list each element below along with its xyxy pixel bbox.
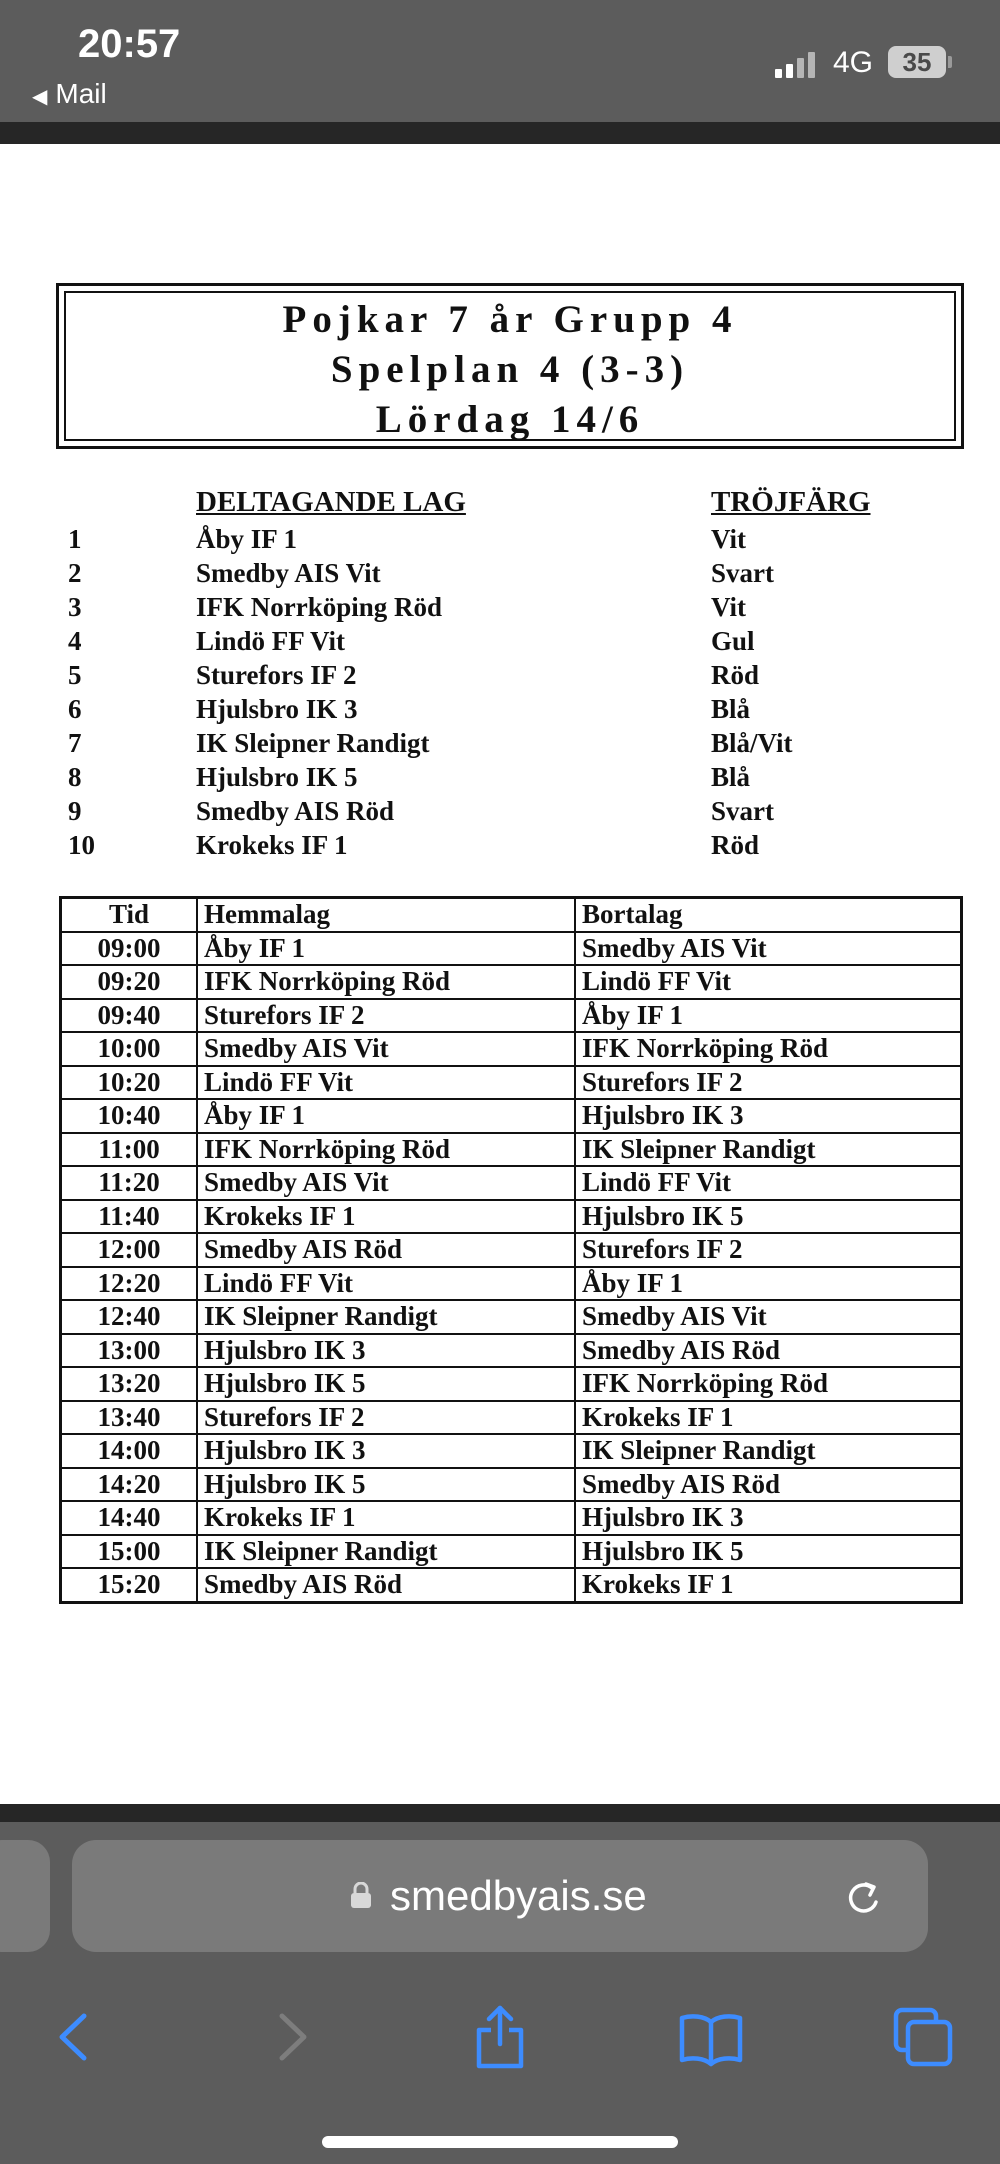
bookmarks-icon[interactable] <box>676 2002 746 2072</box>
away-team: IK Sleipner Randigt <box>575 1434 962 1468</box>
team-row <box>0 830 1000 864</box>
match-time: 12:00 <box>61 1233 198 1267</box>
home-team: Krokeks IF 1 <box>197 1501 575 1535</box>
team-name: Hjulsbro IK 5 <box>196 762 358 792</box>
schedule-header-row <box>61 898 962 932</box>
title-box <box>56 283 964 449</box>
away-team: Smedby AIS Röd <box>575 1334 962 1368</box>
title-inner-frame <box>64 291 956 441</box>
title-line-date: Lördag 14/6 <box>375 398 645 441</box>
team-name: Hjulsbro IK 3 <box>196 694 358 724</box>
match-row <box>61 1535 962 1569</box>
match-row <box>61 1032 962 1066</box>
home-team: Sturefors IF 2 <box>197 1401 575 1435</box>
back-icon[interactable] <box>40 2002 110 2072</box>
home-team: Smedby AIS Vit <box>197 1032 575 1066</box>
team-shirt-color: Blå <box>711 762 751 792</box>
match-time: 14:00 <box>61 1434 198 1468</box>
away-team: Smedby AIS Vit <box>575 932 962 966</box>
away-team: Åby IF 1 <box>575 1267 962 1301</box>
home-team: IK Sleipner Randigt <box>197 1535 575 1569</box>
back-to-mail[interactable] <box>32 78 107 110</box>
team-row <box>0 626 1000 660</box>
team-number: 10 <box>68 830 95 860</box>
away-team: Krokeks IF 1 <box>575 1568 962 1602</box>
team-number: 1 <box>68 524 82 554</box>
team-row <box>0 524 1000 558</box>
match-row <box>61 1200 962 1234</box>
team-row <box>0 762 1000 796</box>
team-number: 8 <box>68 762 82 792</box>
match-row <box>61 1300 962 1334</box>
match-row <box>61 932 962 966</box>
team-number: 9 <box>68 796 82 826</box>
title-line-field: Spelplan 4 (3-3) <box>330 348 690 391</box>
match-time: 11:40 <box>61 1200 198 1234</box>
team-row <box>0 728 1000 762</box>
away-team: Hjulsbro IK 3 <box>575 1501 962 1535</box>
back-app-label: Mail <box>55 78 107 109</box>
home-team: IFK Norrköping Röd <box>197 965 575 999</box>
away-team: Smedby AIS Röd <box>575 1468 962 1502</box>
away-team: Lindö FF Vit <box>575 965 962 999</box>
status-bar <box>0 0 1000 122</box>
home-team: Lindö FF Vit <box>197 1066 575 1100</box>
match-time: 10:40 <box>61 1099 198 1133</box>
match-row <box>61 1166 962 1200</box>
match-row <box>61 1501 962 1535</box>
battery-level: 35 <box>902 47 932 77</box>
team-name: Lindö FF Vit <box>196 626 346 656</box>
home-team: Hjulsbro IK 5 <box>197 1468 575 1502</box>
team-name: Sturefors IF 2 <box>196 660 357 690</box>
lock-icon <box>350 1882 372 1908</box>
header-home: Hemmalag <box>197 898 575 932</box>
match-row <box>61 1401 962 1435</box>
team-shirt-color: Vit <box>711 592 746 622</box>
match-row <box>61 1434 962 1468</box>
title-line-group: Pojkar 7 år Grupp 4 <box>282 298 738 341</box>
match-row <box>61 1334 962 1368</box>
color-header: TRÖJFÄRG <box>711 486 871 518</box>
match-row <box>61 1133 962 1167</box>
browser-chrome <box>0 1822 1000 2164</box>
away-team: IFK Norrköping Röd <box>575 1032 962 1066</box>
tabs-icon[interactable] <box>888 2002 958 2072</box>
home-team: Åby IF 1 <box>197 1099 575 1133</box>
team-name: Smedby AIS Vit <box>196 558 381 588</box>
pdf-document[interactable] <box>0 144 1000 1804</box>
away-team: Smedby AIS Vit <box>575 1300 962 1334</box>
match-row <box>61 1367 962 1401</box>
home-team: Hjulsbro IK 5 <box>197 1367 575 1401</box>
top-divider <box>0 122 1000 144</box>
home-team: IK Sleipner Randigt <box>197 1300 575 1334</box>
home-team: Hjulsbro IK 3 <box>197 1434 575 1468</box>
match-time: 09:00 <box>61 932 198 966</box>
team-row <box>0 660 1000 694</box>
team-shirt-color: Vit <box>711 524 746 554</box>
match-row <box>61 1233 962 1267</box>
away-team: Lindö FF Vit <box>575 1166 962 1200</box>
header-time: Tid <box>61 898 198 932</box>
match-time: 13:40 <box>61 1401 198 1435</box>
away-team: IFK Norrköping Röd <box>575 1367 962 1401</box>
teams-header: DELTAGANDE LAG <box>196 486 466 518</box>
schedule-table <box>59 896 963 1604</box>
address-bar[interactable] <box>72 1840 928 1952</box>
match-row <box>61 1267 962 1301</box>
team-number: 3 <box>68 592 82 622</box>
team-shirt-color: Blå <box>711 694 751 724</box>
match-time: 09:20 <box>61 965 198 999</box>
match-row <box>61 1468 962 1502</box>
team-name: Krokeks IF 1 <box>196 830 348 860</box>
team-shirt-color: Svart <box>711 796 774 826</box>
home-indicator[interactable] <box>322 2136 678 2148</box>
match-time: 13:20 <box>61 1367 198 1401</box>
away-team: Åby IF 1 <box>575 999 962 1033</box>
match-time: 15:20 <box>61 1568 198 1602</box>
match-time: 12:40 <box>61 1300 198 1334</box>
previous-tab-peek[interactable] <box>0 1840 50 1952</box>
team-number: 4 <box>68 626 82 656</box>
team-row <box>0 694 1000 728</box>
home-team: Lindö FF Vit <box>197 1267 575 1301</box>
team-shirt-color: Röd <box>711 830 760 860</box>
reload-icon[interactable] <box>842 1876 886 1920</box>
away-team: Sturefors IF 2 <box>575 1233 962 1267</box>
match-time: 11:20 <box>61 1166 198 1200</box>
network-type: 4G <box>833 46 874 79</box>
home-team: Smedby AIS Röd <box>197 1568 575 1602</box>
team-row <box>0 796 1000 830</box>
home-team: IFK Norrköping Röd <box>197 1133 575 1167</box>
team-row <box>0 592 1000 626</box>
home-team: Krokeks IF 1 <box>197 1200 575 1234</box>
team-shirt-color: Blå/Vit <box>711 728 793 758</box>
team-number: 5 <box>68 660 82 690</box>
away-team: Krokeks IF 1 <box>575 1401 962 1435</box>
back-triangle-icon: ◀ <box>32 86 48 108</box>
bottom-divider <box>0 1804 1000 1822</box>
away-team: Hjulsbro IK 3 <box>575 1099 962 1133</box>
match-row <box>61 1568 962 1602</box>
match-row <box>61 1099 962 1133</box>
team-name: Åby IF 1 <box>196 524 298 554</box>
browser-toolbar <box>0 1982 1000 2092</box>
team-shirt-color: Gul <box>711 626 755 656</box>
team-number: 6 <box>68 694 82 724</box>
share-icon[interactable] <box>465 2002 535 2072</box>
team-name: Smedby AIS Röd <box>196 796 395 826</box>
match-time: 10:00 <box>61 1032 198 1066</box>
battery-icon <box>888 46 946 78</box>
match-time: 11:00 <box>61 1133 198 1167</box>
away-team: Hjulsbro IK 5 <box>575 1200 962 1234</box>
team-name: IK Sleipner Randigt <box>196 728 430 758</box>
match-time: 10:20 <box>61 1066 198 1100</box>
url-text: smedbyais.se <box>390 1872 647 1919</box>
match-row <box>61 999 962 1033</box>
match-time: 15:00 <box>61 1535 198 1569</box>
match-time: 13:00 <box>61 1334 198 1368</box>
team-shirt-color: Röd <box>711 660 760 690</box>
home-team: Sturefors IF 2 <box>197 999 575 1033</box>
team-number: 2 <box>68 558 82 588</box>
away-team: Hjulsbro IK 5 <box>575 1535 962 1569</box>
match-time: 09:40 <box>61 999 198 1033</box>
home-team: Hjulsbro IK 3 <box>197 1334 575 1368</box>
team-shirt-color: Svart <box>711 558 774 588</box>
status-time: 20:57 <box>78 22 181 66</box>
away-team: IK Sleipner Randigt <box>575 1133 962 1167</box>
match-time: 14:40 <box>61 1501 198 1535</box>
match-time: 12:20 <box>61 1267 198 1301</box>
header-away: Bortalag <box>575 898 962 932</box>
home-team: Smedby AIS Vit <box>197 1166 575 1200</box>
home-team: Smedby AIS Röd <box>197 1233 575 1267</box>
team-row <box>0 558 1000 592</box>
away-team: Sturefors IF 2 <box>575 1066 962 1100</box>
home-team: Åby IF 1 <box>197 932 575 966</box>
battery-tip <box>948 56 952 68</box>
match-row <box>61 1066 962 1100</box>
team-name: IFK Norrköping Röd <box>196 592 443 622</box>
match-time: 14:20 <box>61 1468 198 1502</box>
forward-icon[interactable] <box>256 2002 326 2072</box>
signal-strength-icon <box>775 50 817 78</box>
match-row <box>61 965 962 999</box>
team-number: 7 <box>68 728 82 758</box>
